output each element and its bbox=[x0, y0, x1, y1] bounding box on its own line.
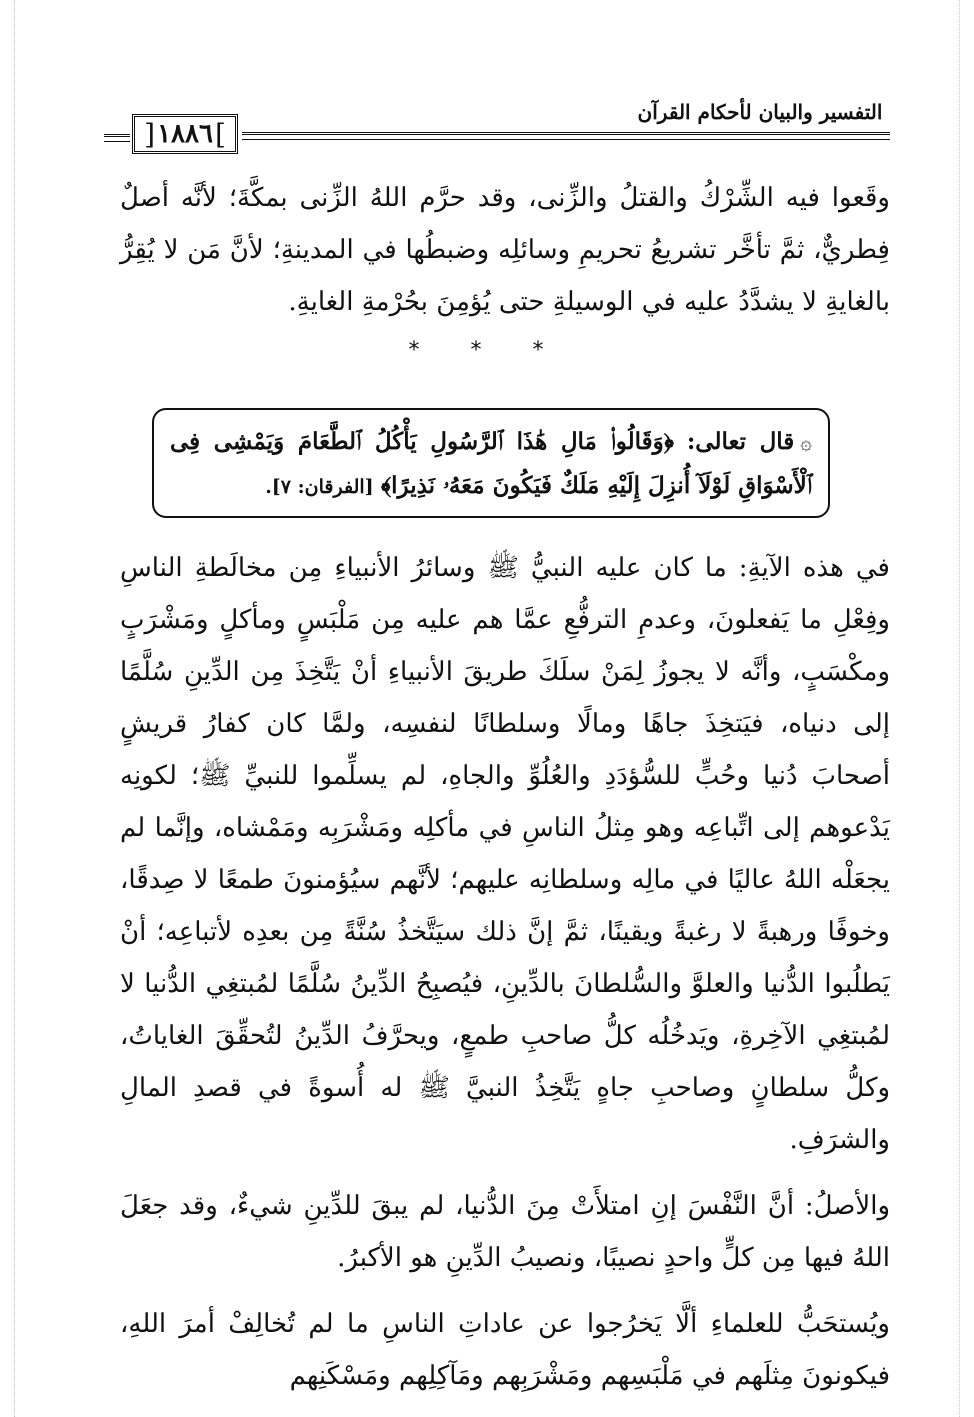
scan-edge-left bbox=[0, 0, 15, 1417]
page-header bbox=[110, 100, 890, 160]
verse-ornament-icon: ۞ bbox=[800, 430, 812, 454]
page-number: ١٨٨٦ bbox=[157, 119, 213, 149]
bracket-open: [ bbox=[144, 117, 156, 151]
quran-verse: ﴿وَقَالُوا۟ مَالِ هَٰذَا ٱلرَّسُولِ يَأْكُلُ ٱلطَّعَامَ وَيَمْشِى فِى ٱلْأَسْوَاقِ لَوْلَآ أُنزِلَ إِلَيْهِ مَلَكٌ فَيَكُونَ مَعَهُۥ نَذِيرًا﴾ bbox=[170, 428, 812, 499]
principle-paragraph: والأصلُ: أنَّ النَّفْسَ إنِ امتلأَتْ مِنَ الدُّنيا، لم يبقَ للدِّينِ شيءٌ، وقد جعَلَ اللهُ فيها مِن كلٍّ واحدٍ نصيبًا، ونصيبُ الدِّينِ هو الأكبرُ. bbox=[120, 1191, 890, 1273]
intro-paragraph: وقَعوا فيه الشِّرْكُ والقتلُ والزِّنى، وقد حرَّم اللهُ الزِّنى بمكَّةَ؛ لأنَّه أصلٌ فِطريٌّ، ثمَّ تأخَّر تشريعُ تحريمِ وسائلِه وضبطُها في المدينةِ؛ لأنَّ مَن لا يُقِرُّ بالغايةِ لا يشدَّدُ عليه في الوسيلةِ حتى يُؤمِنَ بحُرْمةِ الغايةِ. bbox=[120, 183, 890, 317]
bracket-close: ] bbox=[214, 117, 226, 151]
page-number-box bbox=[132, 114, 238, 154]
scan-edge-right bbox=[959, 0, 974, 1417]
verse-reference: [الفرقان: ٧]. bbox=[265, 476, 374, 498]
header-rule-left bbox=[104, 134, 130, 142]
intro-block bbox=[120, 172, 890, 328]
verse-lead: قال تعالى: bbox=[686, 428, 795, 455]
commentary-block bbox=[120, 542, 890, 1402]
verse-box bbox=[152, 408, 830, 518]
commentary-paragraph: في هذه الآيةِ: ما كان عليه النبيُّ ﷺ وسائرُ الأنبياءِ مِن مخالَطةِ الناسِ وفِعْلِ ما يَفعلونَ، وعدمِ الترفُّعِ عمَّا هم عليه مِن مَلْبَسٍ ومأكلٍ ومَشْرَبٍ ومكْسَبٍ، وأنَّه لا يجوزُ لِمَنْ سلَكَ طريقَ الأنبياءِ أنْ يَتَّخِذَ مِن الدِّينِ سُلَّمًا إلى دنياه، فيَتخِذَ جاهًا ومالًا وسلطانًا لنفسِه، ولمَّا كان كفارُ قريشٍ أصحابَ دُنيا وحُبٍّ للسُّؤدَدِ والعُلُوِّ والجاهِ، لم يسلِّموا للنبيِّ ﷺ؛ لكونِه يَدْعوهم إلى اتِّباعِه وهو مِثلُ الناسِ في مأكلِه ومَشْرَبِه ومَمْشاه، وإنَّما لم يجعَلْه اللهُ عاليًا في مالِه وسلطانِه عليهم؛ لأنَّهم سيُؤمنونَ طمعًا لا صِدقًا، وخوفًا ورهبةً لا رغبةً ويقينًا، ثمَّ إنَّ ذلك سيَتَّخذُ سُنَّةً مِن بعدِه لأتباعِه؛ أنْ يَطلُبوا الدُّنيا والعلوَّ والسُّلطانَ بالدِّينِ، فيُصبِحُ الدِّينُ سُلَّمًا لمُبتغِي الدُّنيا لا لمُبتغِي الآخِرةِ، ويَدخُلُه كلُّ صاحبِ طمعٍ، ويحرَّفُ الدِّينُ لتُحقِّقَ الغاياتُ، وكلُّ سلطانٍ وصاحبِ جاهٍ يَتَّخِذُ النبيَّ ﷺ له أُسوةً في قصدِ المالِ والشرَفِ. bbox=[120, 553, 891, 1155]
book-title: التفسير والبيان لأحكام القرآن bbox=[637, 100, 883, 124]
header-rule bbox=[242, 132, 890, 140]
scholars-paragraph: ويُستحَبُّ للعلماءِ ألَّا يَخرُجوا عن عاداتِ الناسِ ما لم تُخالِفْ أمرَ اللهِ، فيكونونَ مِثلَهم في مَلْبَسِهم ومَشْرَبِهم ومَآكِلِهم ومَسْكَنِهم bbox=[120, 1309, 890, 1391]
section-separator: * * * bbox=[408, 338, 566, 363]
